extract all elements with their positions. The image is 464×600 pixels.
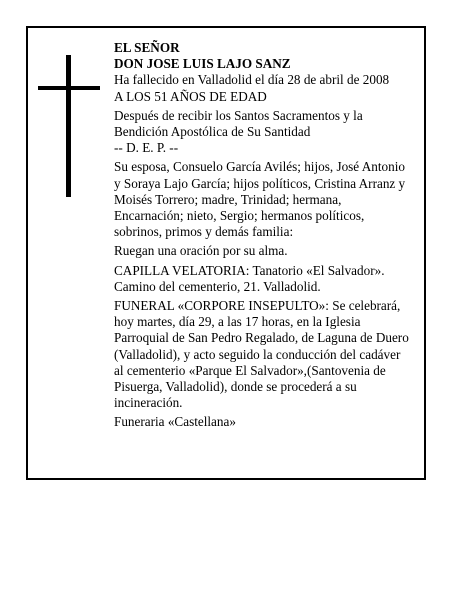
funeral-paragraph [114,298,422,411]
funeral-line: al cementerio «Parque El Salvador»,(Santovenia de [114,362,386,378]
age-statement: A LOS 51 AÑOS DE EDAD [114,88,267,104]
funeral-line: (Valladolid), y acto seguido la conducción del cadáver [114,346,401,362]
funeral-home-paragraph [114,414,422,430]
sacraments-line: Bendición Apostólica de Su Santidad [114,124,311,140]
dep-line: -- D. E. P. -- [114,140,179,156]
prayer-line: Ruegan una oración por su alma. [114,243,288,259]
chapel-line: Camino del cementerio, 21. Valladolid. [114,278,321,294]
funeral-line: Pisuerga, Valladolid), donde se procederá a su [114,379,357,395]
obituary-title: EL SEÑOR [114,40,180,55]
family-line: Moisés Torrero; madre, Trinidad; hermana, [114,191,342,207]
family-line: y Soraya Lajo García; hijos políticos, Cristina Arranz y [114,175,406,191]
sacraments-paragraph [114,108,422,157]
funeral-line: incineración. [114,395,183,411]
funeral-line: FUNERAL «CORPORE INSEPULTO»: Se celebrará, [114,298,401,314]
cross-horizontal-bar [38,86,100,90]
family-line: sobrinos, primos y demás familia: [114,224,294,240]
funeral-line: Parroquial de San Pedro Regalado, de Laguna de Duero [114,330,409,346]
chapel-line: CAPILLA VELATORIA: Tanatorio «El Salvador». [114,262,385,278]
obituary-text [114,40,422,431]
family-line: Encarnación; nieto, Sergio; hermanos políticos, [114,208,365,224]
death-statement: Ha fallecido en Valladolid el día 28 de abril de 2008 [114,72,390,88]
cross-icon [38,55,100,197]
obituary-notice [26,26,426,480]
funeral-line: hoy martes, día 29, a las 17 horas, en la Iglesia [114,314,361,330]
family-line: Su esposa, Consuelo García Avilés; hijos, José Antonio [114,159,405,175]
funeral-home-line: Funeraria «Castellana» [114,414,236,430]
family-paragraph [114,159,422,240]
sacraments-line: Después de recibir los Santos Sacramentos y la [114,107,363,123]
deceased-name: DON JOSE LUIS LAJO SANZ [114,56,291,72]
prayer-paragraph [114,243,422,259]
cross-vertical-bar [66,55,71,197]
chapel-paragraph [114,263,422,295]
